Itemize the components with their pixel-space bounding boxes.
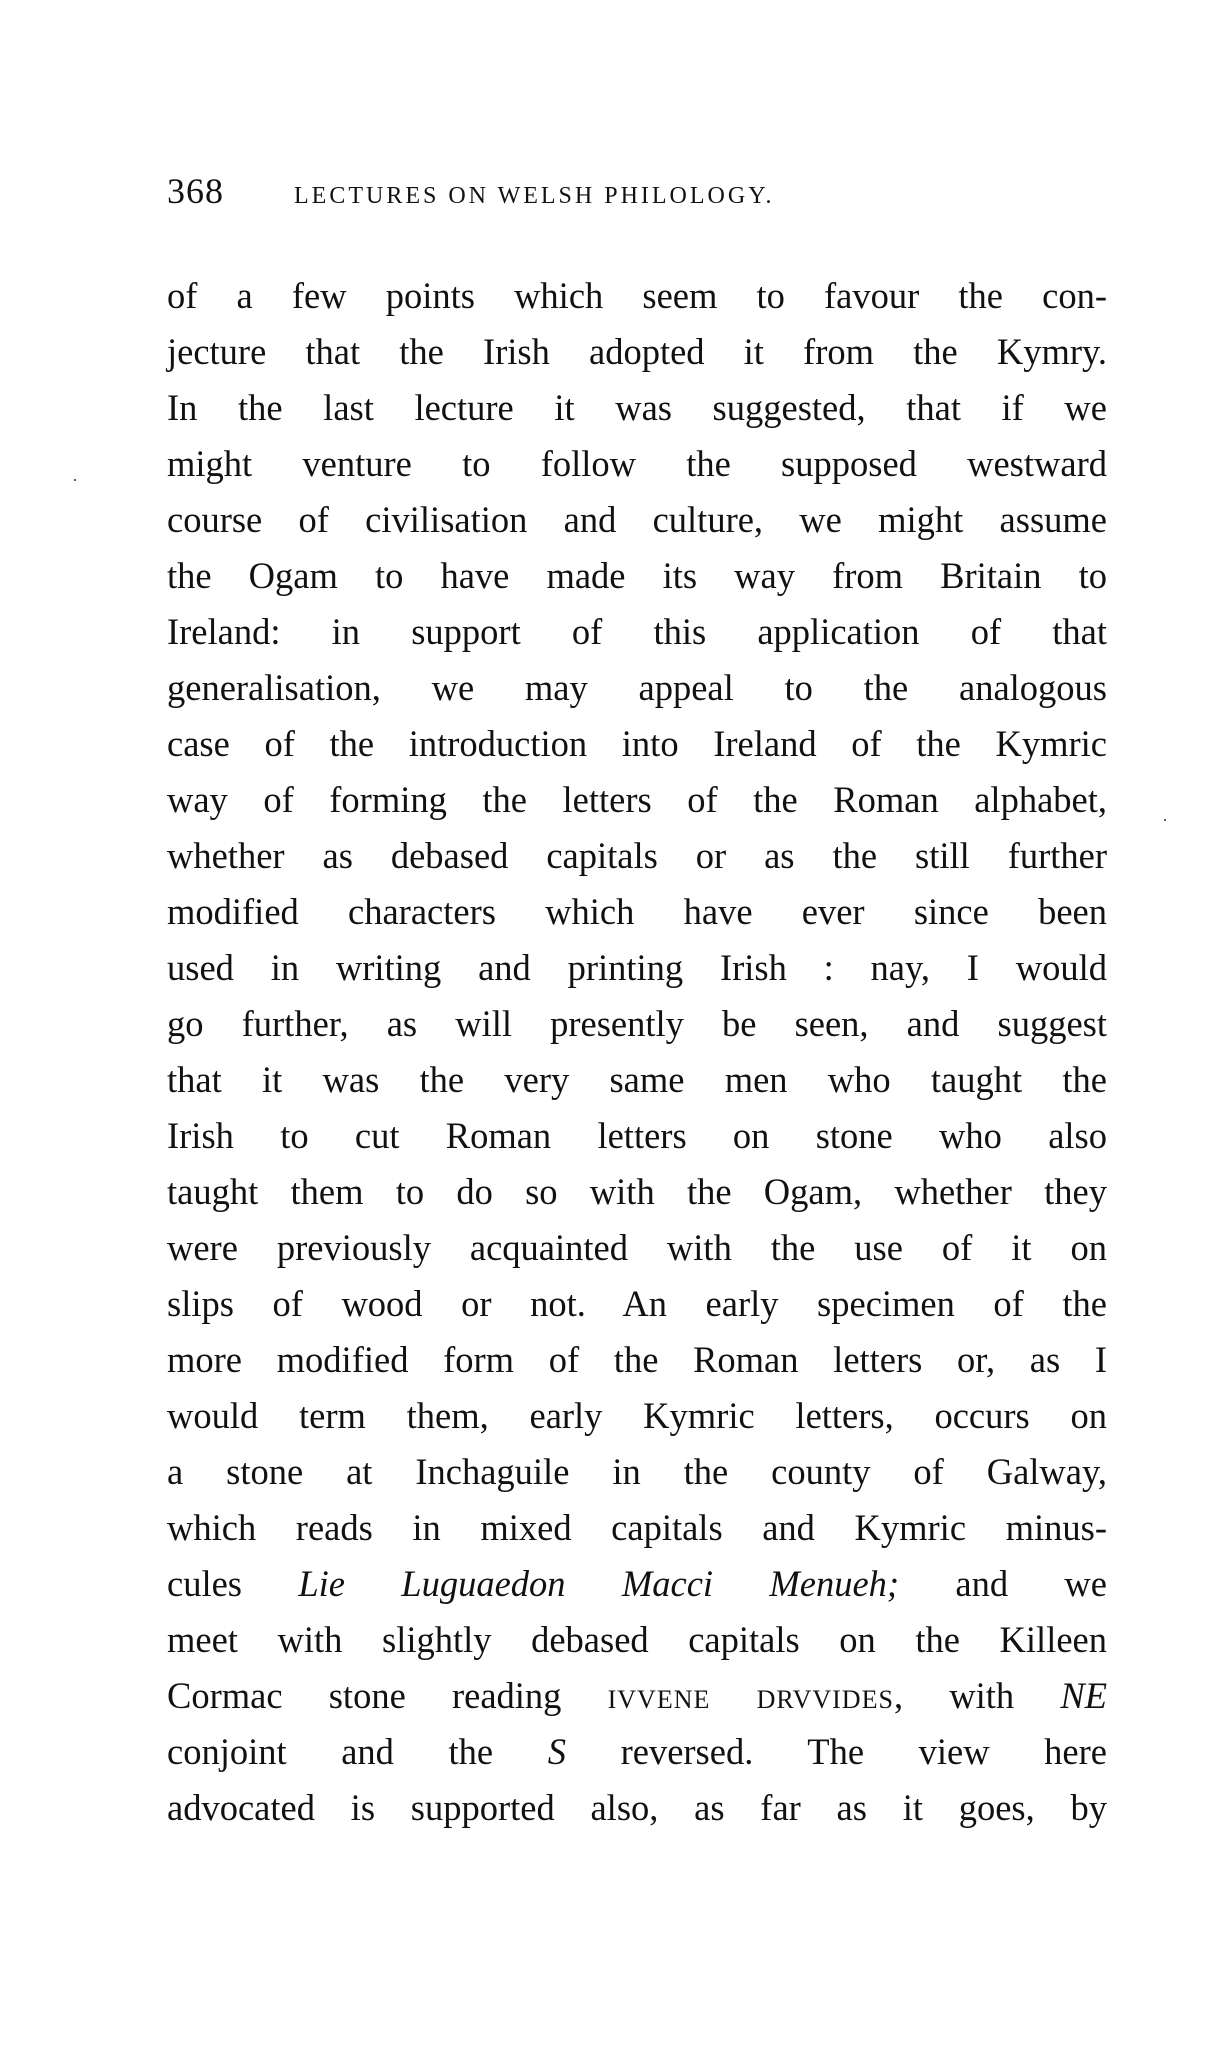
text-line: would term them, early Kymric letters, occurs on	[167, 1395, 1107, 1436]
text-fragment: and we	[899, 1563, 1107, 1604]
running-title: LECTURES ON WELSH PHILOLOGY.	[294, 183, 775, 209]
text-line: taught them to do so with the Ogam, whether they	[167, 1171, 1107, 1212]
text-line: whether as debased capitals or as the still further	[167, 835, 1107, 876]
text-line: were previously acquainted with the use of it on	[167, 1227, 1107, 1268]
body-text	[167, 268, 1107, 1836]
text-fragment: conjoint and the	[167, 1731, 548, 1772]
text-line: way of forming the letters of the Roman alphabet,	[167, 779, 1107, 820]
small-caps-inscription: ivvene	[607, 1675, 711, 1716]
text-line: which reads in mixed capitals and Kymric minus-	[167, 1507, 1107, 1548]
text-line: generalisation, we may appeal to the analogous	[167, 667, 1107, 708]
italic-letters: NE	[1060, 1675, 1107, 1716]
text-line: more modified form of the Roman letters or, as I	[167, 1339, 1107, 1380]
text-line: course of civilisation and culture, we might assume	[167, 499, 1107, 540]
text-fragment: , with	[893, 1675, 1061, 1716]
italic-inscription: Lie Luguaedon Macci Menueh;	[298, 1563, 900, 1604]
text-line: jecture that the Irish adopted it from the Kymry.	[167, 331, 1107, 372]
text-fragment: Cormac stone reading	[167, 1675, 608, 1716]
text-line: advocated is supported also, as far as it goes, by	[167, 1787, 1107, 1828]
margin-speck: ·	[1162, 810, 1168, 830]
text-line: might venture to follow the supposed westward	[167, 443, 1107, 484]
text-line	[167, 1724, 1107, 1780]
text-line: modified characters which have ever since been	[167, 891, 1107, 932]
text-line: Irish to cut Roman letters on stone who also	[167, 1115, 1107, 1156]
text-line: a stone at Inchaguile in the county of Galway,	[167, 1451, 1107, 1492]
italic-letter: S	[547, 1731, 566, 1772]
text-line: slips of wood or not. An early specimen of the	[167, 1283, 1107, 1324]
margin-speck: ·	[72, 470, 78, 490]
text-line: Ireland: in support of this application of that	[167, 611, 1107, 652]
text-line	[167, 1556, 1107, 1612]
text-fragment: reversed. The view here	[565, 1731, 1107, 1772]
text-line: the Ogam to have made its way from Britain to	[167, 555, 1107, 596]
text-line: that it was the very same men who taught the	[167, 1059, 1107, 1100]
text-line	[167, 1668, 1107, 1724]
page-number: 368	[167, 171, 224, 211]
text-fragment	[710, 1675, 756, 1716]
text-line: used in writing and printing Irish : nay, I would	[167, 947, 1107, 988]
running-head	[167, 170, 1107, 218]
text-line: case of the introduction into Ireland of the Kymric	[167, 723, 1107, 764]
text-fragment: cules	[167, 1563, 299, 1604]
text-line: In the last lecture it was suggested, that if we	[167, 387, 1107, 428]
text-line: of a few points which seem to favour the con-	[167, 275, 1107, 316]
text-line: go further, as will presently be seen, and suggest	[167, 1003, 1107, 1044]
small-caps-inscription: drvvides	[756, 1675, 894, 1716]
text-line: meet with slightly debased capitals on the Killeen	[167, 1619, 1107, 1660]
